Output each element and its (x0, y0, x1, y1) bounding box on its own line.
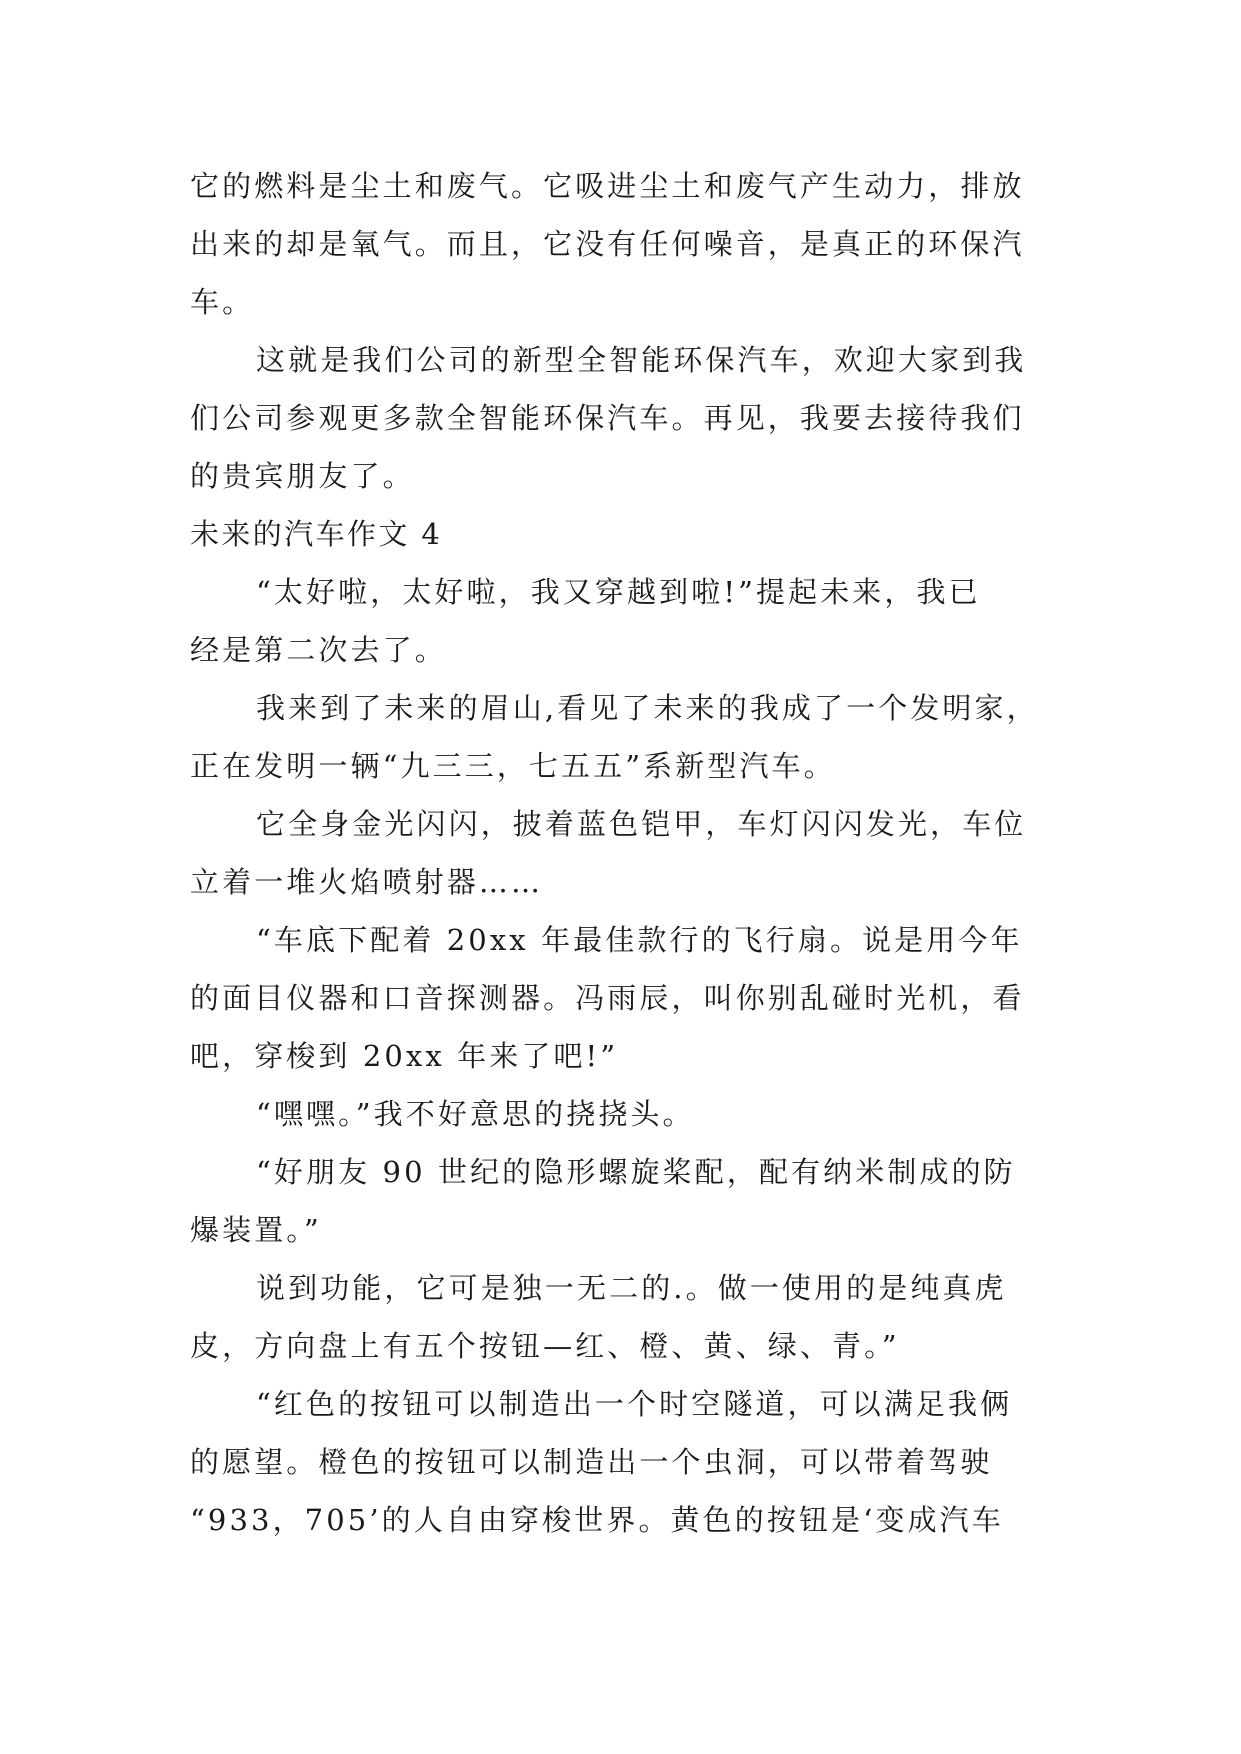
text-line-21: 皮，方向盘上有五个按钮—红、橙、黄、绿、青。” (190, 1329, 900, 1363)
text-line-3: 车。 (190, 285, 255, 319)
text-line-10: 我来到了未来的眉山,看见了未来的我成了一个发明家， (256, 691, 1039, 725)
text-line-11: 正在发明一辆“九三三，七五五”系新型汽车。 (190, 749, 836, 783)
text-line-2: 出来的却是氧气。而且，它没有任何噪音，是真正的环保汽 (190, 227, 1025, 261)
text-line-23: 的愿望。橙色的按钮可以制造出一个虫洞，可以带着驾驶 (190, 1445, 993, 1479)
text-line-18: “好朋友 90 世纪的隐形螺旋桨配，配有纳米制成的防 (256, 1155, 1016, 1189)
text-line-15: 的面目仪器和口音探测器。冯雨辰，叫你别乱碰时光机，看 (190, 981, 1025, 1015)
text-line-8: “太好啦，太好啦，我又穿越到啦!”提起未来，我已 (256, 575, 981, 609)
text-line-22: “红色的按钮可以制造出一个时空隧道，可以满足我俩 (256, 1387, 1013, 1421)
text-line-6: 的贵宾朋友了。 (190, 459, 415, 493)
text-line-13: 立着一堆火焰喷射器…… (190, 865, 544, 899)
text-line-1: 它的燃料是尘土和废气。它吸进尘土和废气产生动力，排放 (190, 169, 1025, 203)
text-line-5: 们公司参观更多款全智能环保汽车。再见，我要去接待我们 (190, 401, 1025, 435)
essay-body (190, 157, 1060, 1549)
text-line-24: “933，705’的人自由穿梭世界。黄色的按钮是‘变成汽车 (190, 1503, 1004, 1537)
text-line-14: “车底下配着 20xx 年最佳款行的飞行扇。说是用今年 (256, 923, 1023, 957)
text-line-20: 说到功能，它可是独一无二的.。做一使用的是纯真虎 (256, 1271, 1007, 1305)
text-line-12: 它全身金光闪闪，披着蓝色铠甲，车灯闪闪发光，车位 (256, 807, 1027, 841)
text-line-17: “嘿嘿。”我不好意思的挠挠头。 (256, 1097, 695, 1131)
text-line-9: 经是第二次去了。 (190, 633, 447, 667)
text-line-16: 吧，穿梭到 20xx 年来了吧!” (190, 1039, 619, 1073)
section-heading: 未来的汽车作文 4 (190, 517, 443, 551)
text-line-19: 爆装置。” (190, 1213, 322, 1247)
text-line-4: 这就是我们公司的新型全智能环保汽车，欢迎大家到我 (256, 343, 1027, 377)
